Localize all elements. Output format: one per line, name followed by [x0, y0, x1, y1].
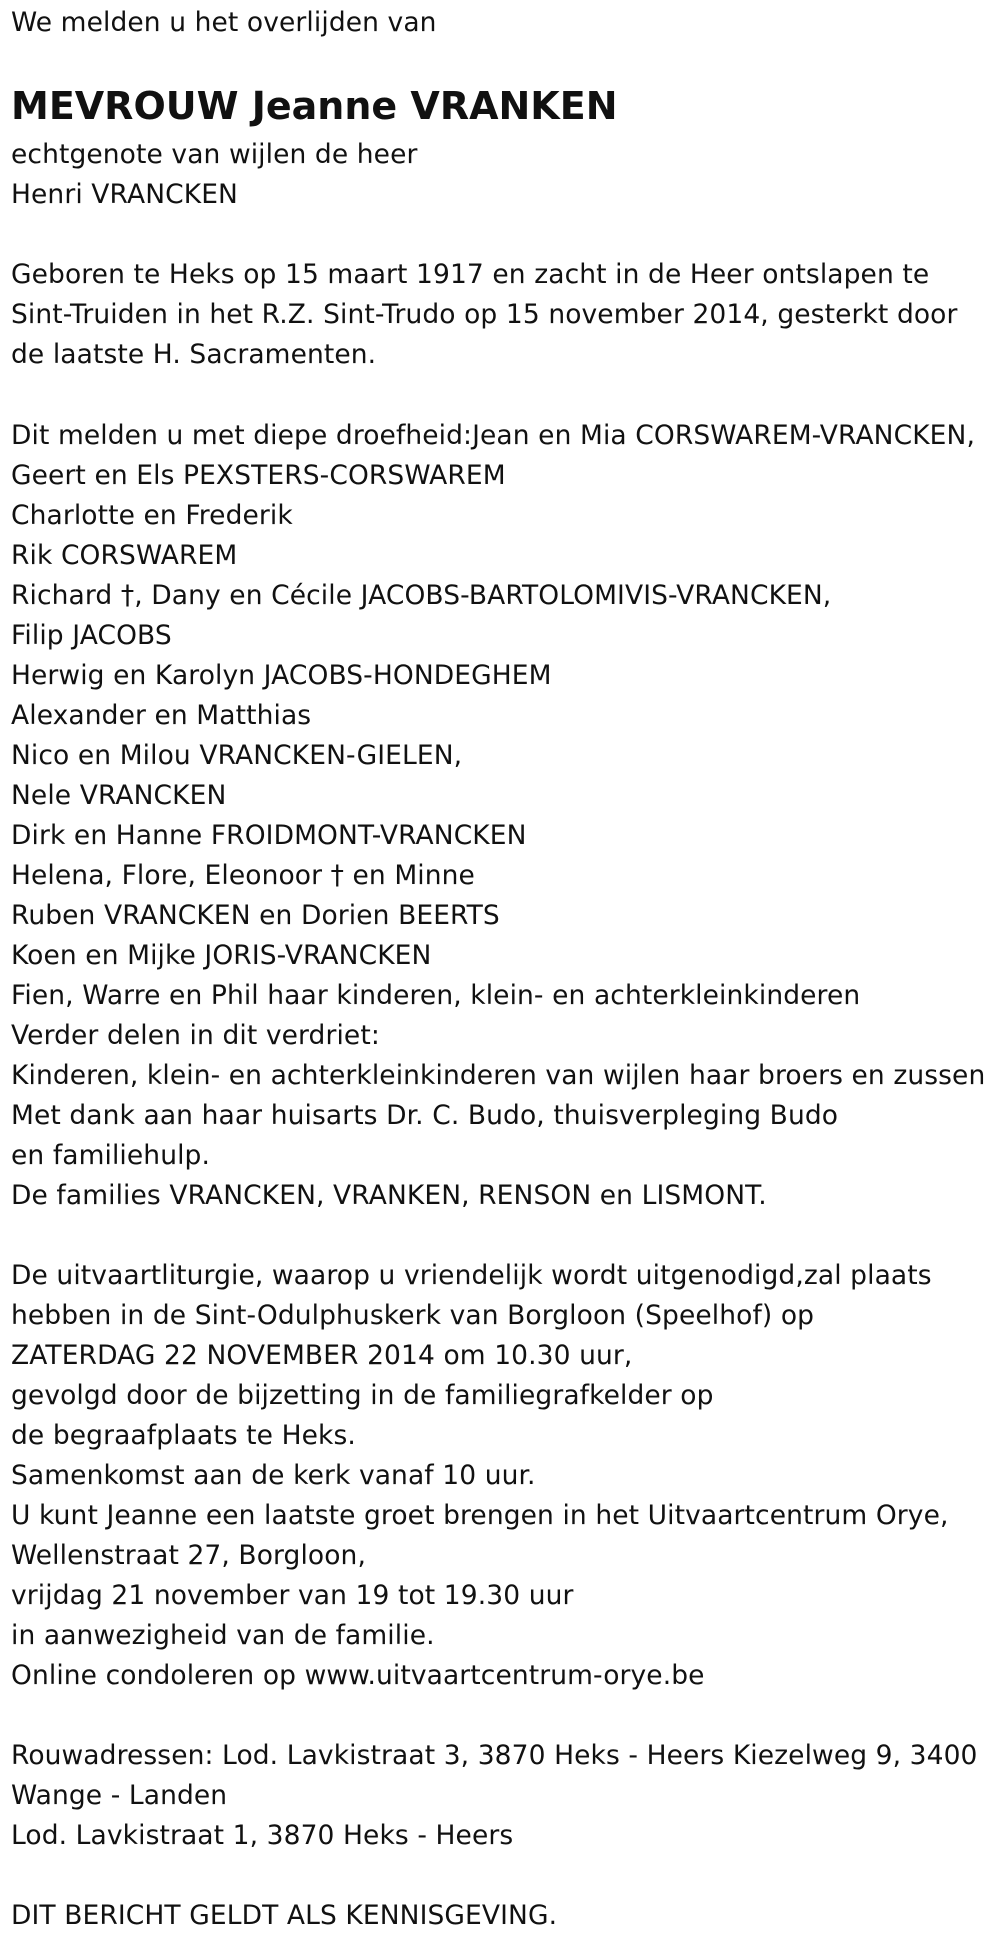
birth-death-line: Geboren te Heks op 15 maart 1917 en zacht in de Heer ontslapen te: [11, 259, 930, 290]
family-line: Kinderen, klein- en achterkleinkinderen van wijlen haar broers en zussen: [11, 1060, 986, 1091]
family-line: Dirk en Hanne FROIDMONT-VRANCKEN: [11, 820, 527, 851]
spouse-line: Henri VRANCKEN: [11, 179, 238, 210]
family-line: Charlotte en Frederik: [11, 500, 293, 531]
family-line: Met dank aan haar huisarts Dr. C. Budo, thuisverpleging Budo: [11, 1100, 839, 1131]
family-line: Herwig en Karolyn JACOBS-HONDEGHEM: [11, 660, 552, 691]
closing-notice: DIT BERICHT GELDT ALS KENNISGEVING.: [11, 1900, 558, 1931]
funeral-line: Samenkomst aan de kerk vanaf 10 uur.: [11, 1460, 536, 1491]
family-line: Verder delen in dit verdriet:: [11, 1020, 380, 1051]
family-line: Rik CORSWAREM: [11, 540, 238, 571]
family-line: Nele VRANCKEN: [11, 780, 227, 811]
family-line: Ruben VRANCKEN en Dorien BEERTS: [11, 900, 500, 931]
birth-death-line: Sint-Truiden in het R.Z. Sint-Trudo op 15 november 2014, gesterkt door: [11, 299, 958, 330]
family-line: en familiehulp.: [11, 1140, 210, 1171]
address-line: Wange - Landen: [11, 1780, 228, 1811]
funeral-line: in aanwezigheid van de familie.: [11, 1620, 435, 1651]
family-line: Dit melden u met diepe droefheid:Jean en Mia CORSWAREM-VRANCKEN,: [11, 420, 975, 451]
funeral-line: ZATERDAG 22 NOVEMBER 2014 om 10.30 uur,: [11, 1340, 633, 1371]
family-line: Helena, Flore, Eleonoor † en Minne: [11, 860, 475, 891]
spouse-line: echtgenote van wijlen de heer: [11, 139, 418, 170]
funeral-line: gevolgd door de bijzetting in de familiegrafkelder op: [11, 1380, 714, 1411]
funeral-line: vrijdag 21 november van 19 tot 19.30 uur: [11, 1580, 574, 1611]
family-line: Richard †, Dany en Cécile JACOBS-BARTOLOMIVIS-VRANCKEN,: [11, 580, 832, 611]
family-line: Geert en Els PEXSTERS-CORSWAREM: [11, 460, 506, 491]
birth-death-line: de laatste H. Sacramenten.: [11, 339, 377, 370]
funeral-line: de begraafplaats te Heks.: [11, 1420, 356, 1451]
deceased-name: MEVROUW Jeanne VRANKEN: [11, 84, 618, 128]
address-line: Lod. Lavkistraat 1, 3870 Heks - Heers: [11, 1820, 514, 1851]
address-line: Rouwadressen: Lod. Lavkistraat 3, 3870 Heks - Heers Kiezelweg 9, 3400: [11, 1740, 978, 1771]
family-line: Nico en Milou VRANCKEN-GIELEN,: [11, 740, 463, 771]
funeral-line: De uitvaartliturgie, waarop u vriendelijk wordt uitgenodigd,zal plaats: [11, 1260, 932, 1291]
funeral-line: Online condoleren op www.uitvaartcentrum-orye.be: [11, 1660, 705, 1691]
funeral-line: Wellenstraat 27, Borgloon,: [11, 1540, 366, 1571]
family-line: Filip JACOBS: [11, 620, 172, 651]
family-line: Fien, Warre en Phil haar kinderen, klein- en achterkleinkinderen: [11, 980, 861, 1011]
family-line: Alexander en Matthias: [11, 700, 312, 731]
family-line: Koen en Mijke JORIS-VRANCKEN: [11, 940, 432, 971]
intro-text: We melden u het overlijden van: [11, 7, 437, 38]
family-line: De families VRANCKEN, VRANKEN, RENSON en LISMONT.: [11, 1180, 767, 1211]
funeral-line: hebben in de Sint-Odulphuskerk van Borgloon (Speelhof) op: [11, 1300, 815, 1331]
funeral-line: U kunt Jeanne een laatste groet brengen in het Uitvaartcentrum Orye,: [11, 1500, 949, 1531]
